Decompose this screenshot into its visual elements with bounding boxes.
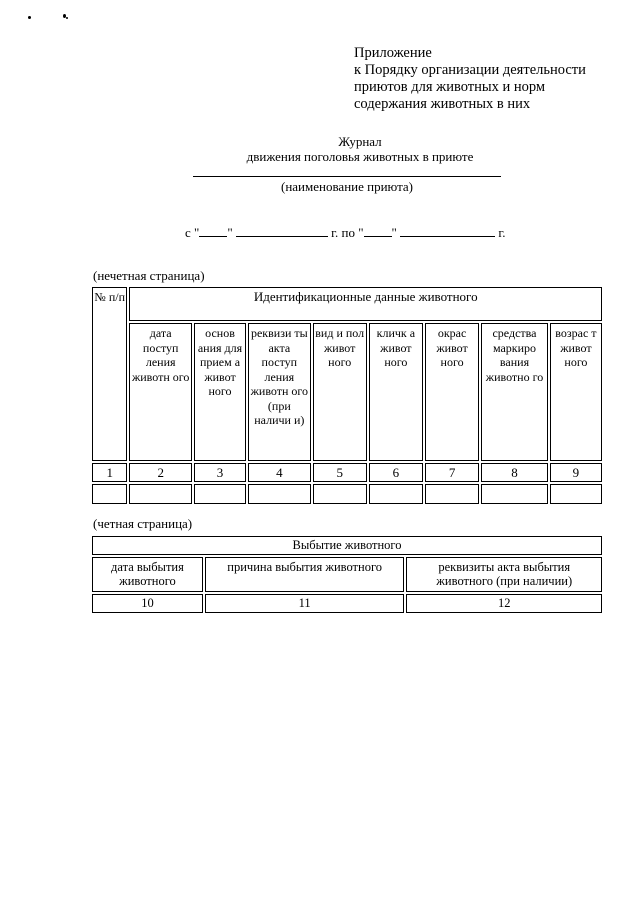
column-number: 4 bbox=[248, 463, 311, 482]
date-from-prefix: с " bbox=[185, 225, 200, 240]
column-header: реквизи ты акта поступ ления животн ого (при наличи и) bbox=[248, 323, 311, 461]
column-header: средства маркиро вания животно го bbox=[481, 323, 548, 461]
month-from-blank bbox=[236, 224, 328, 237]
column-header: реквизиты акта выбытия животного (при наличии) bbox=[406, 557, 602, 592]
column-header: дата поступ ления животн ого bbox=[129, 323, 192, 461]
num-header: № п/п bbox=[92, 287, 127, 461]
appendix-heading bbox=[354, 45, 634, 113]
empty-cell bbox=[313, 484, 367, 504]
empty-cell bbox=[550, 484, 602, 504]
even-page-label: (четная страница) bbox=[93, 516, 193, 531]
date-year-end: г. bbox=[498, 225, 506, 240]
column-number: 11 bbox=[205, 594, 405, 613]
quote: " bbox=[227, 225, 233, 240]
empty-cell bbox=[369, 484, 423, 504]
date-range bbox=[185, 224, 505, 241]
odd-page-table bbox=[90, 285, 604, 506]
column-header: окрас живот ного bbox=[425, 323, 479, 461]
column-number: 8 bbox=[481, 463, 548, 482]
identification-header: Идентификационные данные животного bbox=[129, 287, 602, 321]
column-number: 3 bbox=[194, 463, 246, 482]
disposal-header: Выбытие животного bbox=[92, 536, 602, 555]
journal-subtitle: движения поголовья животных в приюте bbox=[246, 149, 474, 164]
even-page-table bbox=[90, 534, 604, 615]
empty-cell bbox=[481, 484, 548, 504]
shelter-name-line bbox=[193, 176, 501, 177]
scan-speck bbox=[28, 16, 31, 19]
appendix-line: приютов для животных и норм bbox=[354, 79, 546, 95]
journal-title: Журнал bbox=[338, 134, 382, 149]
column-header: вид и пол живот ного bbox=[313, 323, 367, 461]
column-number: 5 bbox=[313, 463, 367, 482]
column-number: 1 bbox=[92, 463, 127, 482]
column-header: кличк а живот ного bbox=[369, 323, 423, 461]
empty-cell bbox=[92, 484, 127, 504]
column-header: возрас т живот ного bbox=[550, 323, 602, 461]
day-to-blank bbox=[364, 224, 392, 237]
appendix-line: Приложение bbox=[354, 45, 432, 61]
column-number: 12 bbox=[406, 594, 602, 613]
month-to-blank bbox=[400, 224, 495, 237]
column-header: основ ания для прием а живот ного bbox=[194, 323, 246, 461]
column-header: причина выбытия животного bbox=[205, 557, 405, 592]
empty-cell bbox=[248, 484, 311, 504]
scan-speck bbox=[66, 17, 68, 19]
date-to-prefix: г. по " bbox=[331, 225, 364, 240]
column-number: 2 bbox=[129, 463, 192, 482]
empty-cell bbox=[129, 484, 192, 504]
empty-cell bbox=[425, 484, 479, 504]
column-number: 10 bbox=[92, 594, 203, 613]
appendix-line: содержания животных в них bbox=[354, 96, 531, 112]
column-number: 9 bbox=[550, 463, 602, 482]
column-header: дата выбытия животного bbox=[92, 557, 203, 592]
odd-page-label: (нечетная страница) bbox=[93, 268, 205, 283]
column-number: 6 bbox=[369, 463, 423, 482]
shelter-name-caption: (наименование приюта) bbox=[280, 179, 414, 194]
quote: " bbox=[391, 225, 397, 240]
empty-cell bbox=[194, 484, 246, 504]
column-number: 7 bbox=[425, 463, 479, 482]
appendix-line: к Порядку организации деятельности bbox=[354, 62, 586, 78]
day-from-blank bbox=[199, 224, 227, 237]
